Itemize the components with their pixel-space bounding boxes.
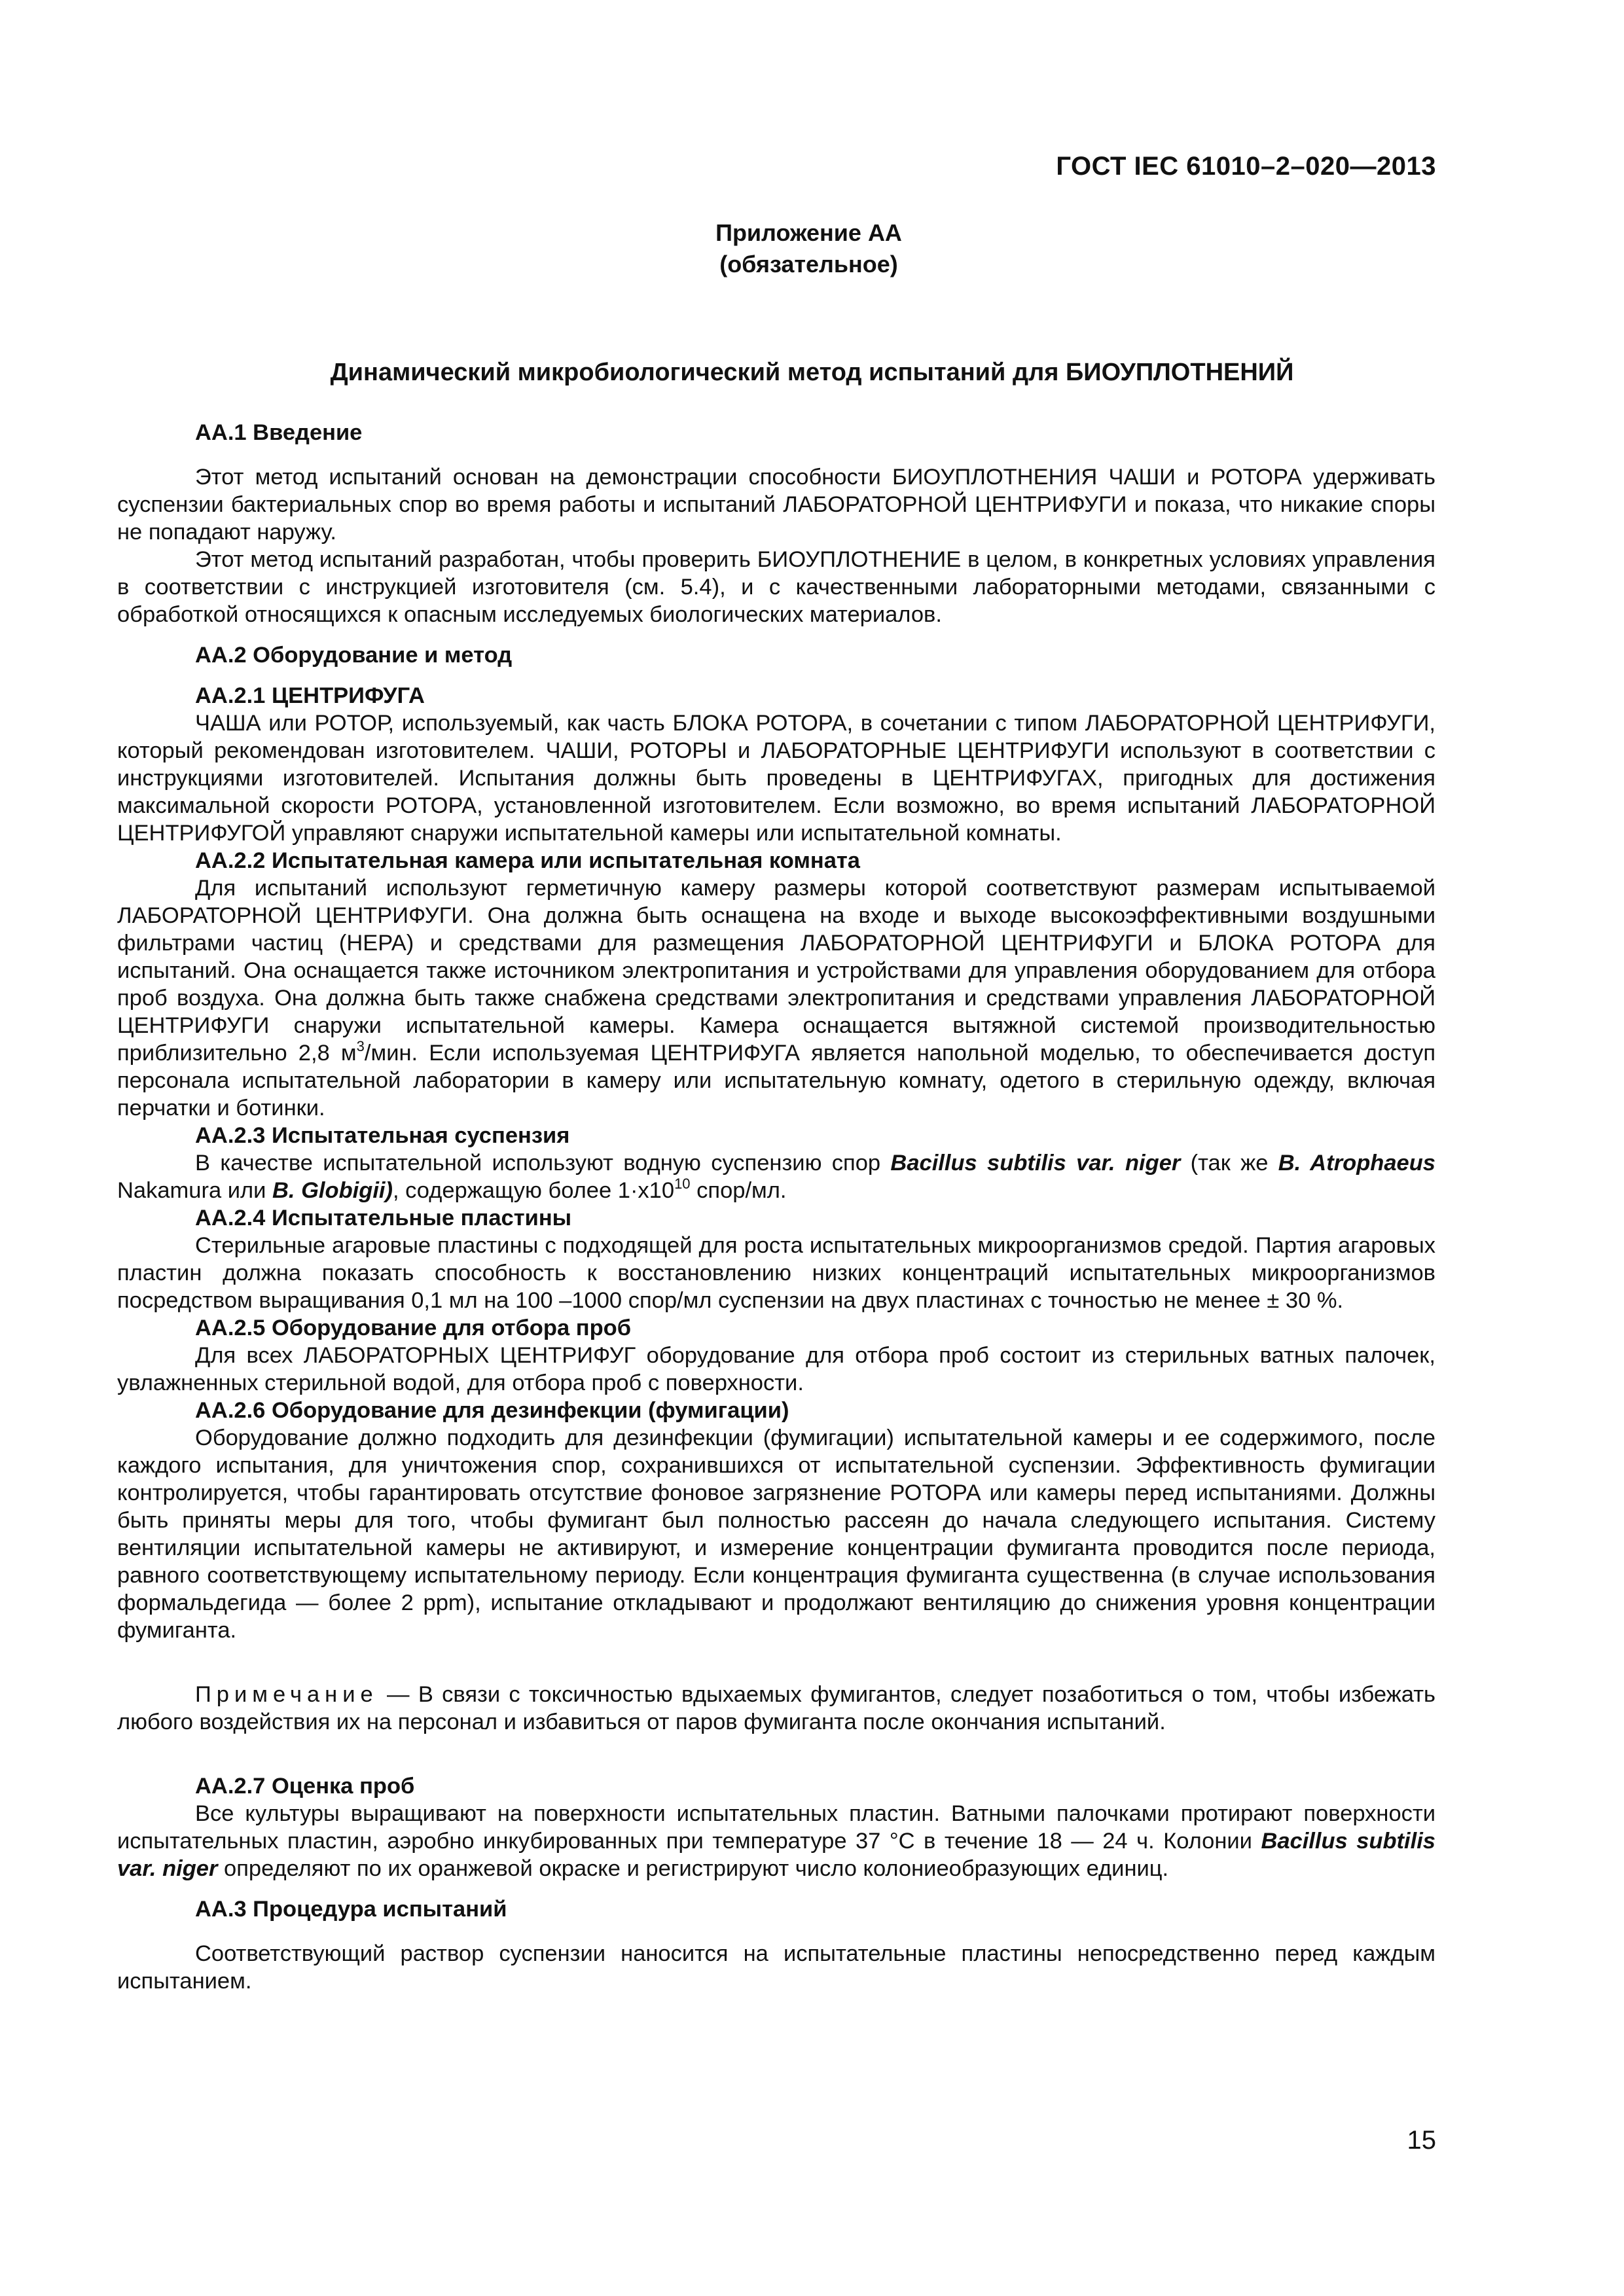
paragraph-aa26: Оборудование должно подходить для дезинфекции (фумигации) испытательной камеры и ее содержимого, после каждого испытания, для уничтожения спор, сохранившихся от испытательной суспензии. Эффективность фумигации контролируется, чтобы гарантировать отсутствие фоновое загрязнение РОТОРА или камеры перед испытаниями. Должны быть приняты меры для того, чтобы фумигант был полностью рассеян до начала следующего испытания. Систему вентиляции испытательной камеры не активируют, и измерение концентрации фумиганта проводится после периода, равного соответствующему испытательному периоду. Если концентрация фумиганта существенна (в случае использования формальдегида — более 2 ppm), испытание откладывают и продолжают вентиляцию до снижения уровня концентрации фумиганта. [117, 1426, 1435, 1643]
annex-status: (обязательное) [719, 251, 898, 278]
section-heading-aa23: АА.2.3 Испытательная суспензия [195, 1123, 570, 1148]
section-heading-aa27: АА.2.7 Оценка проб [195, 1774, 415, 1799]
section-heading-aa21: АА.2.1 ЦЕНТРИФУГА [195, 683, 425, 708]
standard-identifier: ГОСТ IEC 61010–2–020—2013 [1056, 152, 1436, 181]
paragraph-aa1-2: Этот метод испытаний разработан, чтобы проверить БИОУПЛОТНЕНИЕ в целом, в конкретных условиях управления в соответствии с инструкцией изготовителя (см. 5.4), и с качественными лабораторными методами, связанными с обработкой относящихся к опасным исследуемых биологических материалов. [117, 547, 1435, 627]
paragraph-aa22: Для испытаний используют герметичную камеру размеры которой соответствуют размерам испытываемой ЛАБОРАТОРНОЙ ЦЕНТРИФУГИ. Она должна быть оснащена на входе и выходе высокоэффективными воздушными фильтрами частиц (HEPA) и средствами для размещения ЛАБОРАТОРНОЙ ЦЕНТРИФУГИ и БЛОКА РОТОРА для испытаний. Она оснащается также источником электропитания и устройствами для управления оборудованием для отбора проб воздуха. Она должна быть также снабжена средствами электропитания и средствами управления ЛАБОРАТОРНОЙ ЦЕНТРИФУГИ снаружи испытательной камеры. Камера оснащается вытяжной системой производительностью приблизительно 2,8 $м^3$/мин. Если используемая ЦЕНТРИФУГА является напольной моделью, то обеспечивается доступ персонала испытательной лаборатории в камеру или испытательную комнату, одетого в стерильную одежду, включая перчатки и ботинки. [117, 876, 1435, 1121]
page-number: 15 [1407, 2126, 1436, 2155]
note-label: Примечание [195, 1682, 378, 1707]
paragraph-aa1-1: Этот метод испытаний основан на демонстрации способности БИОУПЛОТНЕНИЯ ЧАШИ и РОТОРА удерживать суспензии бактериальных спор во время работы и испытаний ЛАБОРАТОРНОЙ ЦЕНТРИФУГИ и показа, что никакие споры не попадают наружу. [117, 465, 1435, 545]
section-heading-aa22: АА.2.2 Испытательная камера или испытательная комната [195, 848, 860, 873]
document-body [117, 419, 1435, 1995]
paragraph-aa21: ЧАША или РОТОР, используемый, как часть БЛОКА РОТОРА, в сочетании с типом ЛАБОРАТОРНОЙ ЦЕНТРИФУГИ, который рекомендован изготовителем. ЧАШИ, РОТОРЫ и ЛАБОРАТОРНЫЕ ЦЕНТРИФУГИ используют в соответствии с инструкциями изготовителей. Испытания должны быть проведены в ЦЕНТРИФУГАХ, пригодных для достижения максимальной скорости РОТОРА, установленной изготовителем. Если возможно, во время испытаний ЛАБОРАТОРНОЙ ЦЕНТРИФУГОЙ управляют снаружи испытательной камеры или испытательной комнаты. [117, 711, 1435, 846]
annex-title: Динамический микробиологический метод испытаний для БИОУПЛОТНЕНИЙ [330, 359, 1294, 386]
section-heading-aa2: АА.2 Оборудование и метод [195, 643, 513, 668]
section-heading-aa24: АА.2.4 Испытательные пластины [195, 1206, 572, 1230]
paragraph-aa24: Стерильные агаровые пластины с подходящей для роста испытательных микроорганизмов средой. Партия агаровых пластин должна показать способность к восстановлению низких концентраций испытательных микроорганизмов посредством выращивания 0,1 мл на 100 –1000 спор/мл суспензии на двух пластинах с точностью не менее ± 30 %. [117, 1233, 1435, 1313]
paragraph-aa3: Соответствующий раствор суспензии наносится на испытательные пластины непосредственно перед каждым испытанием. [117, 1941, 1435, 1994]
annex-label: Приложение АА [715, 219, 902, 246]
section-heading-aa26: АА.2.6 Оборудование для дезинфекции (фумигации) [195, 1398, 789, 1423]
section-heading-aa3: АА.3 Процедура испытаний [195, 1897, 507, 1922]
note-paragraph: Примечание — В связи с токсичностью вдыхаемых фумигантов, следует позаботиться о том, чтобы избежать любого воздействия их на персонал и избавиться от паров фумиганта после окончания испытаний. [117, 1682, 1435, 1734]
annex-heading [0, 217, 1624, 280]
paragraph-aa27: Все культуры выращивают на поверхности испытательных пластин. Ватными палочками протирают поверхности испытательных пластин, аэробно инкубированных при температуре 37 °C в течение 18 — 24 ч. Колонии Bacillus subtilis var. niger определяют по их оранжевой окраске и регистрируют число колониеобразующих единиц. [117, 1801, 1435, 1881]
section-heading-aa25: АА.2.5 Оборудование для отбора проб [195, 1316, 632, 1340]
paragraph-aa23: В качестве испытательной используют водную суспензию спор Bacillus subtilis var. niger (так же B. Atrophaeus Nakamura или B. Globigii), содержащую более $1\cdot x10^{10}$ спор/мл. [117, 1151, 1435, 1203]
section-heading-aa1: АА.1 Введение [195, 420, 363, 445]
paragraph-aa25: Для всех ЛАБОРАТОРНЫХ ЦЕНТРИФУГ оборудование для отбора проб состоит из стерильных ватных палочек, увлажненных стерильной водой, для отбора проб с поверхности. [117, 1343, 1435, 1395]
